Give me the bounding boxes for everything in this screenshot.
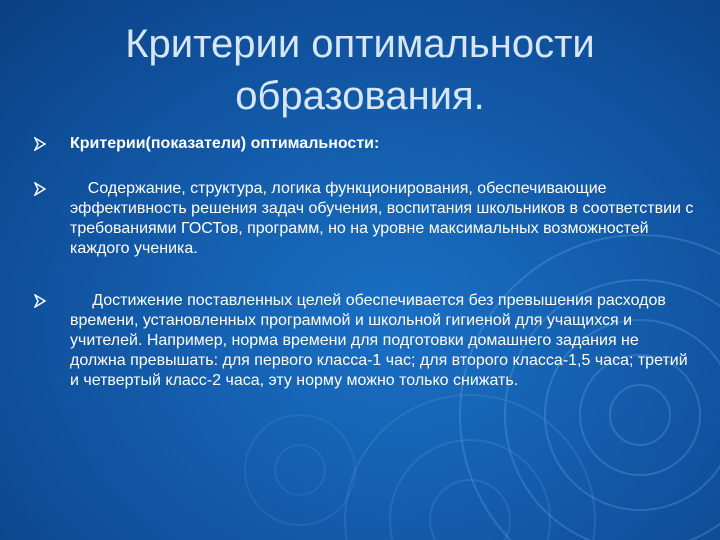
slide-title: Критерии оптимальности образования.	[125, 22, 595, 118]
arrowhead-bullet-icon	[34, 182, 46, 196]
bullet-text: Содержание, структура, логика функционирования, обеспечивающие эффективность решения задач обучения, воспитания школьников в соответствии с требованиями ГОСТов, программ, но на уровне максимальных возможностей каждого ученика.	[70, 180, 694, 257]
bullet-text: Достижение поставленных целей обеспечивается без превышения расходов времени, установленных программой и школьной гигиеной для учащихся и учителей. Например, норма времени для подготовки домашнего задания не должна превышать: для первого класса-1 час; для второго класса-1,5 часа; третий и четвертый класс-2 часа, эту норму можно только снижать.	[70, 292, 688, 389]
bullet-item	[34, 291, 694, 391]
bullet-item	[34, 134, 694, 154]
arrowhead-bullet-icon	[34, 294, 46, 308]
bullet-item	[34, 179, 694, 259]
bullet-text: Критерии(показатели) оптимальности:	[70, 135, 380, 152]
bullet-list	[34, 134, 694, 391]
arrowhead-bullet-icon	[34, 137, 46, 151]
